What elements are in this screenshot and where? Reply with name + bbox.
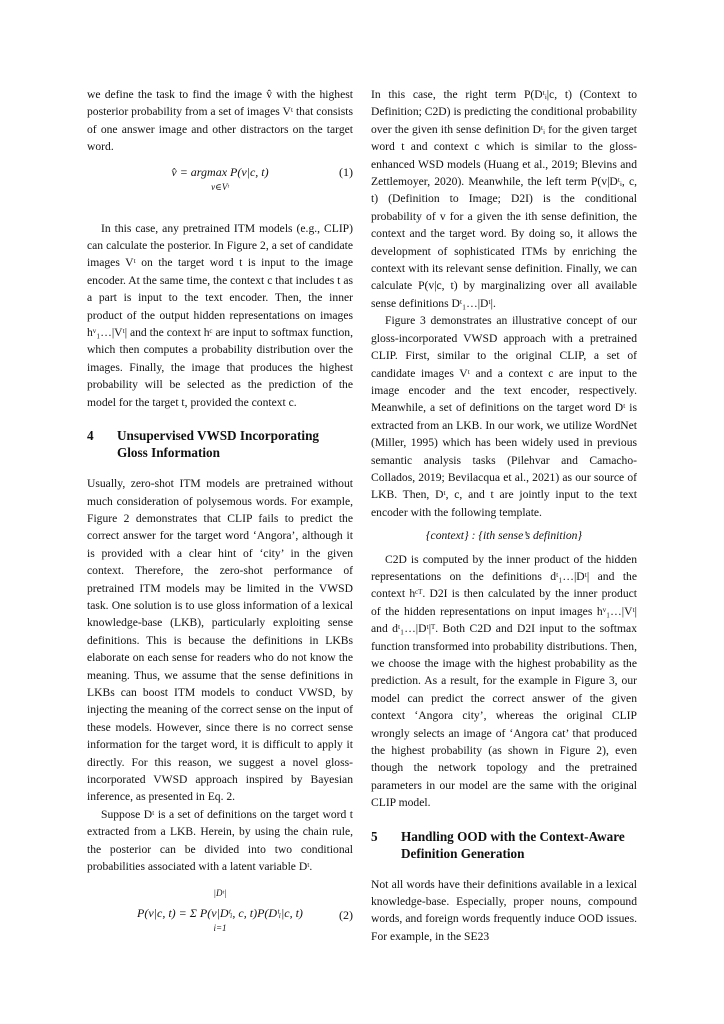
section-title: Handling OOD with the Context-Aware Definition Generation (401, 828, 625, 861)
paragraph: C2D is computed by the inner product of the hidden representations on the definitions dᵗ₁…|Dᵗ| and the context hᶜᵀ. D2I is then calculated by the inner product of the hidden representations on input images hᵛ₁…|Vᵗ| and dᵗ₁…|Dᵗ|ᵀ. Both C2D and D2I input to the softmax function transformed into probability distributions. Then, we choose the image with the highest probability as the prediction. As a result, for the example in Figure 3, our model can predict the correct answer of the given context ‘Angora city’, whereas the original CLIP wrongly selects an image of ‘Angora cat’ that produced the highest probability (as shown in Figure 2), even though the network topology and the pretrained parameters in our model are the same with the original CLIP model. (371, 552, 637, 810)
right-column (371, 86, 637, 945)
paragraph: Figure 3 demonstrates an illustrative concept of our gloss-incorporated VWSD approach with a pretrained CLIP. First, similar to the original CLIP, a set of candidate images Vᵗ and a context c are input to the image encoder and the text encoder, respectively. Meanwhile, a set of definitions on the target word Dᵗ is extracted from an LKB. In our work, we utilize WordNet (Miller, 1995) which has been widely used in previous semantic analysis tasks (Pilehvar and Camacho-Collados, 2019; Bevilacqua et al., 2021) as our source of LKB. Then, Dᵗ, c, and t are jointly input to the text encoder with the following template. (371, 314, 637, 519)
equation-number: (2) (339, 908, 353, 923)
left-column (87, 86, 353, 953)
section-title: Unsupervised VWSD Incorporating Gloss Information (117, 428, 319, 461)
paragraph: we define the task to find the image v̂ with the highest posterior probability from a set of images Vᵗ that consists of one answer image and other distractors on the target word. (87, 88, 353, 154)
sum-upper-limit: |Dᵗ| (213, 888, 227, 899)
section-heading-4 (87, 427, 353, 461)
paragraph: Usually, zero-shot ITM models are pretrained without much consideration of polysemous words. For example, Figure 2 demonstrates that CLIP fails to predict the correct answer for the target word ‘Angora’, although it is provided with a clear hint of ‘city’ in the given context. Therefore, the zero-shot performance of pretrained ITM models may be limited in the VWSD task. One solution is to use gloss information of a lexical knowledge-base (LKB), particularly exploiting sense definitions. This is because the definitions in LKBs elaborate on each sense for readers who do not know the meaning. Thus, we assume that the sense definitions in LKBs can boost ITM models to conduct VWSD, by injecting the meaning of the correct sense on the input of these models. However, since there is no correct sense information for the target word, it is difficult to apply it directly. For this reason, we suggest a novel gloss-incorporated VWSD approach inspired by Bayesian inference, as presented in Eq. 2. (87, 477, 353, 804)
paragraph: Suppose Dᵗ is a set of definitions on the target word t extracted from a LKB. Herein, by using the chain rule, the posterior can be divided into two conditional probabilities associated with a latent variable Dᵗ. (87, 807, 353, 874)
paragraph: In this case, any pretrained ITM models (e.g., CLIP) can calculate the posterior. In Figure 2, a set of candidate images Vᵗ on the target word t is input to the image encoder. At the same time, the context c that includes t as a part is input to the text encoder. Then, the inner product of the output hidden representations on images hᵛ₁…|Vᵗ| and the context hᶜ are input to softmax function, which then computes a probability distribution over the images. Finally, the image that produces the highest probability will be selected as the prediction of the model for the target t, provided the context c. (87, 221, 353, 409)
input-template: {context} : {ith sense’s definition} (425, 529, 583, 543)
section-number: 4 (87, 428, 94, 444)
paragraph: Not all words have their definitions available in a lexical knowledge-base. Especially, proper nouns, compound words, and foreign words frequently induce OOD issues. For example, in the SE23 (371, 877, 637, 943)
equation-text: v̂ = argmax P(v|c, t) (171, 164, 269, 179)
section-number: 5 (371, 828, 378, 844)
equation-text: P(v|c, t) = Σ P(v|Dᵗᵢ, c, t)P(Dᵗᵢ|c, t) (137, 905, 303, 920)
equation-1 (87, 164, 353, 208)
equation-2 (87, 885, 353, 953)
sum-lower-limit: i=1 (213, 923, 227, 934)
equation-number: (1) (339, 164, 353, 179)
paragraph: In this case, the right term P(Dᵗᵢ|c, t) (Context to Definition; C2D) is predicting the conditional probability over the given ith sense definition Dᵗᵢ for the given target word t and context c which is similar to the gloss-enhanced WSD models (Huang et al., 2019; Blevins and Zettlemoyer, 2020). Meanwhile, the left term P(v|Dᵗᵢ, c, t) (Definition to Image; D2I) is the conditional probability of v for a given the ith sense definition, the context and the target word. By doing so, it allows the development of sophisticated ITMs by enriching the context with its relevant sense definition. Finally, we can calculate P(v|c, t) by marginalizing over all available sense definitions Dᵗ₁…|Dᵗ|. (371, 88, 637, 310)
equation-subscript: v∈Vᵗ (211, 182, 229, 193)
section-heading-5 (371, 828, 637, 862)
